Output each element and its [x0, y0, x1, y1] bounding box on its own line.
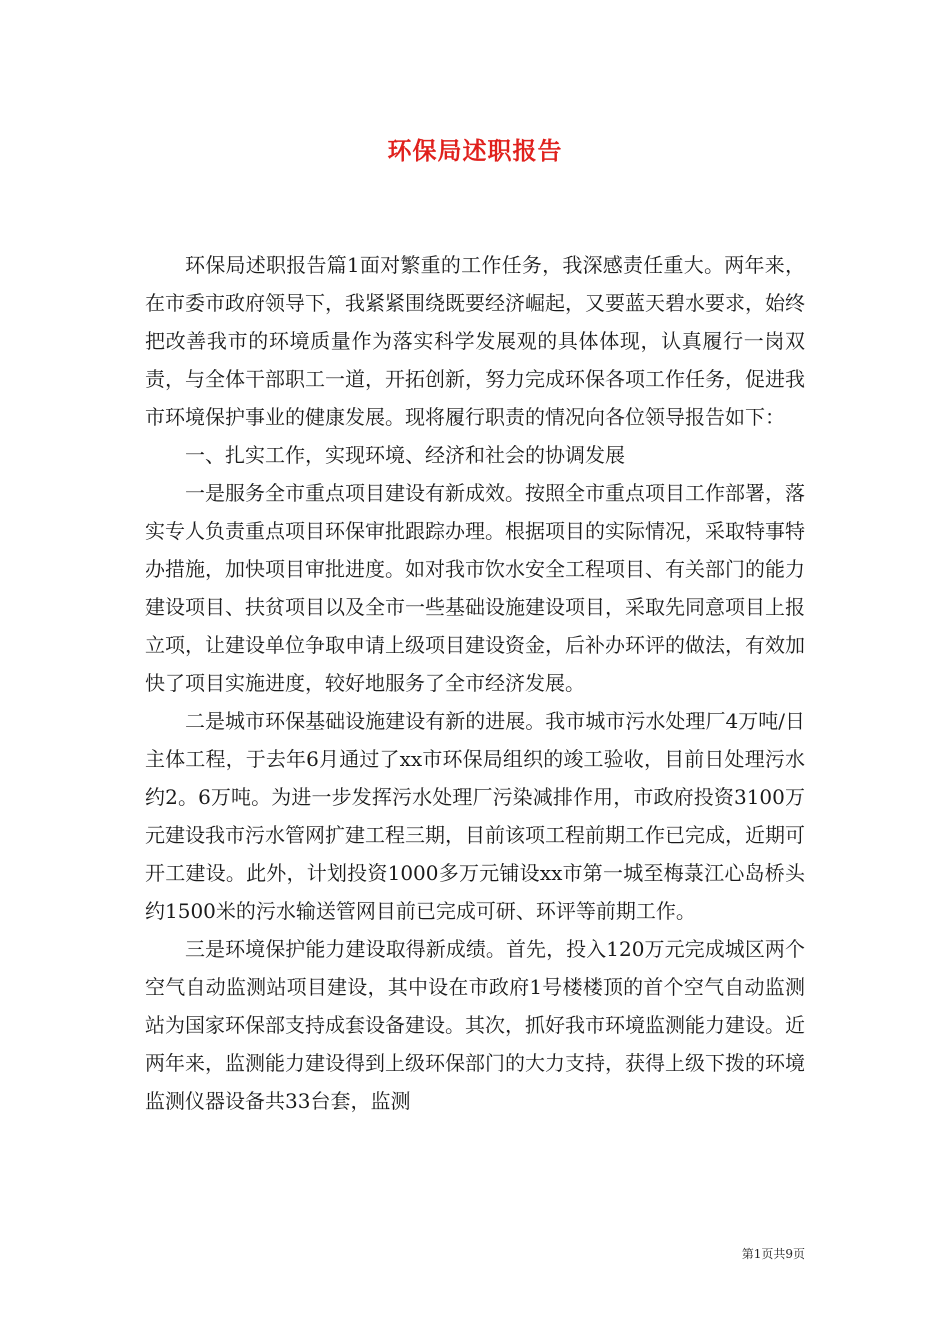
paragraph-infrastructure: 二是城市环保基础设施建设有新的进展。我市城市污水处理厂4万吨/日主体工程，于去年6月通过了xx市环保局组织的竣工验收，目前日处理污水约2。6万吨。为进一步发挥污水处理厂污染减排作用，市政府投资3100万元建设我市污水管网扩建工程三期，目前该项工程前期工作已完成，近期可开工建设。此外，计划投资1000多万元铺设xx市第一城至梅菉江心岛桥头约1500米的污水输送管网目前已完成可研、环评等前期工作。 — [145, 709, 805, 923]
section-heading: 一、扎实工作，实现环境、经济和社会的协调发展 — [185, 443, 625, 467]
paragraph-intro: 环保局述职报告篇1面对繁重的工作任务，我深感责任重大。两年来，在市委市政府领导下，我紧紧围绕既要经济崛起，又要蓝天碧水要求，始终把改善我市的环境质量作为落实科学发展观的具体体现，认真履行一岗双责，与全体干部职工一道，开拓创新，努力完成环保各项工作任务，促进我市环境保护事业的健康发展。现将履行职责的情况向各位领导报告如下： — [145, 253, 805, 429]
paragraph-key-projects: 一是服务全市重点项目建设有新成效。按照全市重点项目工作部署，落实专人负责重点项目环保审批跟踪办理。根据项目的实际情况，采取特事特办措施，加快项目审批进度。如对我市饮水安全工程项目、有关部门的能力建设项目、扶贫项目以及全市一些基础设施建设项目，采取先同意项目上报立项，让建设单位争取申请上级项目建设资金，后补办环评的做法，有效加快了项目实施进度，较好地服务了全市经济发展。 — [145, 481, 805, 695]
document-body — [145, 246, 805, 1120]
document-title: 环保局述职报告 — [387, 136, 563, 165]
paragraph-capacity: 三是环境保护能力建设取得新成绩。首先，投入120万元完成城区两个空气自动监测站项目建设，其中设在市政府1号楼楼顶的首个空气自动监测站为国家环保部支持成套设备建设。其次，抓好我市环境监测能力建设。近两年来，监测能力建设得到上级环保部门的大力支持，获得上级下拨的环境监测仪器设备共33台套，监测 — [145, 937, 805, 1113]
page-number: 第1页共9页 — [741, 1247, 805, 1261]
